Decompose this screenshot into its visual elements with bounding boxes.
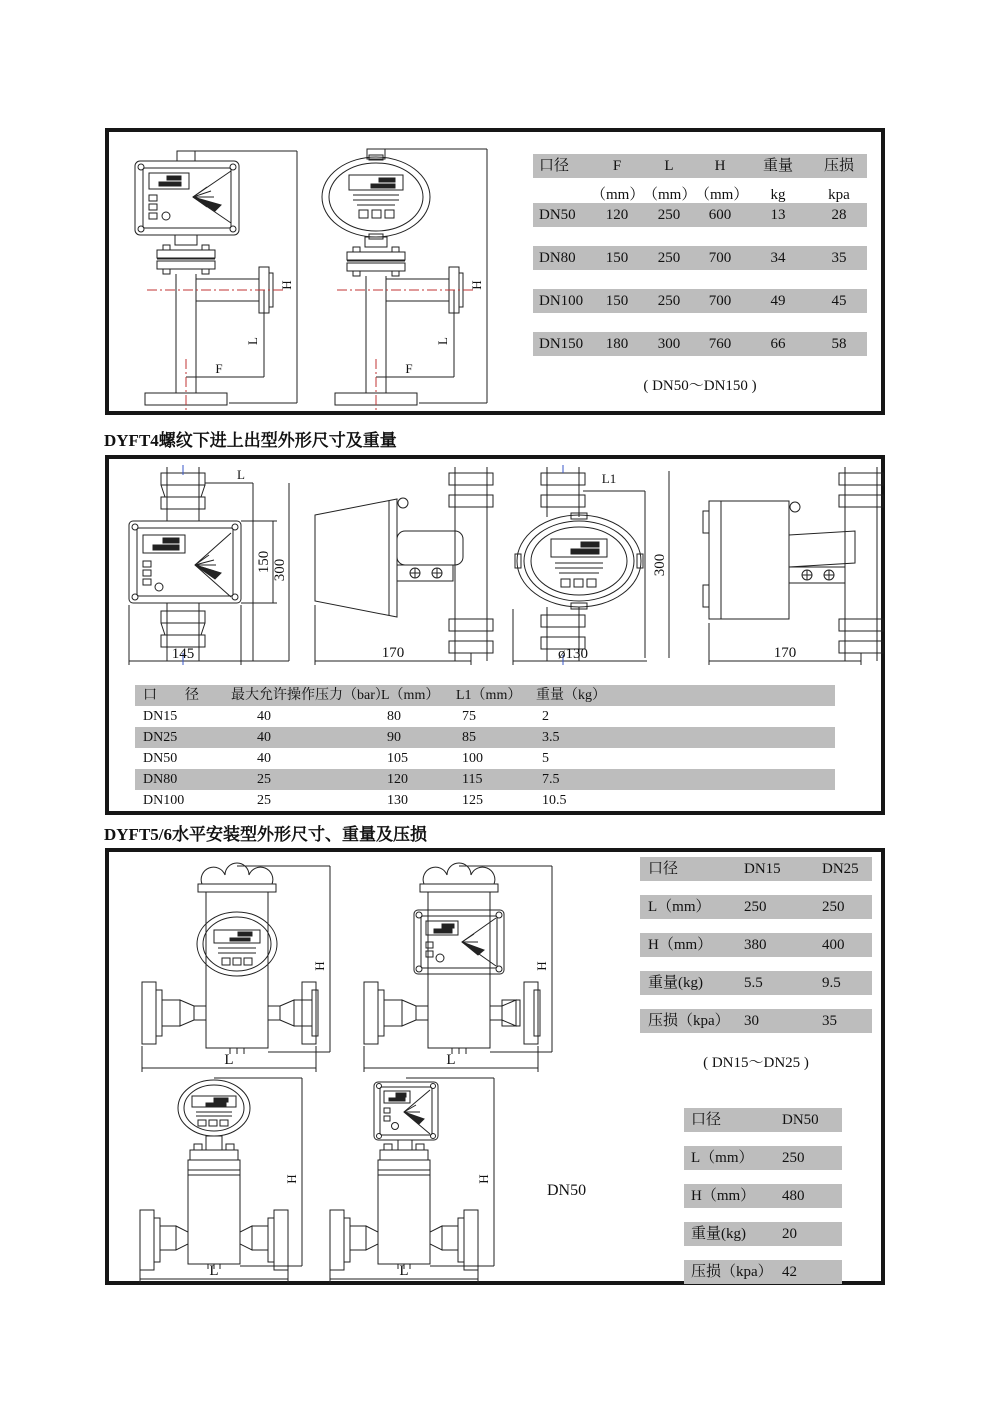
col-weight: 重量 — [762, 158, 793, 174]
meter-outline — [315, 467, 493, 665]
drawing-horizontal-round-top — [134, 858, 344, 1078]
dim-label-dia130: ø130 — [558, 646, 588, 662]
table-row: 重量(kg) 20 — [684, 1222, 842, 1246]
drawing-horizontal-round-bottom — [134, 1074, 344, 1286]
dim-label-l: L — [224, 1052, 234, 1068]
dim-label-l: L — [435, 337, 450, 345]
table-row: H（mm） 380 400 — [640, 933, 872, 957]
col-l1: L1（mm） — [456, 688, 522, 703]
unit-h: （mm） — [695, 187, 749, 203]
drawing-front-rect-head — [121, 465, 296, 673]
drawing-horizontal-rect-bottom — [324, 1074, 534, 1286]
meter-outline — [330, 1078, 494, 1283]
drawing-elbow-meter-round-head — [309, 145, 499, 415]
dim-label-l: L — [237, 467, 245, 482]
table-row: DN150 180 300 760 66 58 — [533, 332, 867, 356]
table-header-row — [135, 685, 835, 706]
table-header-row — [533, 154, 867, 178]
drawing-side-view-2 — [699, 465, 879, 673]
dim-label-h: H — [469, 280, 484, 290]
dim-label-h: H — [284, 1174, 299, 1184]
unit-f: （mm） — [591, 187, 645, 203]
drawing-elbow-meter-rect-head — [119, 145, 309, 415]
dim-label-300: 300 — [652, 553, 668, 577]
unit-weight: kg — [770, 187, 786, 203]
meter-outline — [703, 467, 883, 665]
table-row: DN15 40 80 75 2 — [143, 709, 549, 724]
dim-label-h: H — [312, 961, 327, 971]
table-row: DN50 120 250 600 13 28 — [533, 203, 867, 227]
col-caliber: 口径 — [539, 158, 570, 174]
dim-label-l: L — [446, 1052, 456, 1068]
table-row: H（mm） 480 — [684, 1184, 842, 1208]
dim-label-h: H — [476, 1174, 491, 1184]
col-caliber: 口 径 — [143, 688, 199, 703]
red-centerlines — [337, 290, 473, 413]
unit-l: （mm） — [643, 187, 697, 203]
dim-label-170: 170 — [773, 645, 797, 661]
table-row: 口径 DN50 — [684, 1108, 842, 1132]
range-footnote: ( DN15～DN25 ) — [703, 1055, 809, 1071]
dim-label-l1: L1 — [601, 471, 617, 486]
dim-label-f: F — [215, 361, 223, 376]
table-row: DN100 25 130 125 10.5 — [143, 793, 567, 808]
dim-label-150: 150 — [256, 550, 272, 574]
section-heading-dyft4: DYFT4螺纹下进上出型外形尺寸及重量 — [104, 431, 397, 450]
red-centerlines — [147, 290, 283, 413]
figure-box-flanged-type — [105, 128, 885, 415]
col-loss: 压损 — [823, 158, 854, 174]
dim-label-h: H — [534, 961, 549, 971]
range-footnote: ( DN50～DN150 ) — [643, 378, 757, 394]
dim-label-h: H — [279, 280, 294, 290]
dim-label-170: 170 — [381, 645, 405, 661]
table-row: DN80 150 250 700 34 35 — [533, 246, 867, 270]
table-row: 口径 DN15 DN25 — [640, 857, 872, 881]
dim-label-145: 145 — [171, 646, 195, 662]
unit-loss: kpa — [828, 187, 850, 203]
table-row: DN100 150 250 700 49 45 — [533, 289, 867, 313]
meter-outline — [140, 1078, 302, 1283]
dim-label-f: F — [405, 361, 413, 376]
table-row: DN50 40 105 100 5 — [143, 751, 549, 766]
col-pressure: 最大允许操作压力（bar） — [231, 688, 389, 703]
table-row: DN80 25 120 115 7.5 — [135, 769, 835, 790]
section-heading-dyft56: DYFT5/6水平安装型外形尺寸、重量及压损 — [104, 825, 427, 844]
dn50-caption: DN50 — [547, 1182, 587, 1199]
drawing-front-round-head — [507, 465, 682, 673]
col-l: L（mm） — [381, 688, 440, 703]
drawing-horizontal-rect-top — [356, 858, 566, 1078]
dim-label-l: L — [209, 1263, 219, 1279]
meter-outline — [513, 467, 669, 665]
table-row: 重量(kg) 5.5 9.5 — [640, 971, 872, 995]
table-row: DN25 40 90 85 3.5 — [135, 727, 835, 748]
table-row: 压损（kpa） 30 35 — [640, 1009, 872, 1033]
dim-label-300: 300 — [272, 558, 288, 582]
dim-label-l: L — [399, 1263, 409, 1279]
figure-box-horizontal-type — [105, 848, 885, 1285]
col-h: H — [714, 158, 726, 174]
figure-box-threaded-type — [105, 455, 885, 815]
col-l: L — [664, 158, 674, 174]
drawing-side-view-1 — [309, 465, 489, 673]
meter-outline — [364, 863, 552, 1072]
table-row: L（mm） 250 — [684, 1146, 842, 1170]
dim-label-l: L — [245, 337, 260, 345]
meter-outline — [142, 863, 330, 1072]
col-weight: 重量（kg） — [536, 688, 606, 703]
table-row: L（mm） 250 250 — [640, 895, 872, 919]
table-row: 压损（kpa） 42 — [684, 1260, 842, 1284]
col-f: F — [612, 158, 622, 174]
